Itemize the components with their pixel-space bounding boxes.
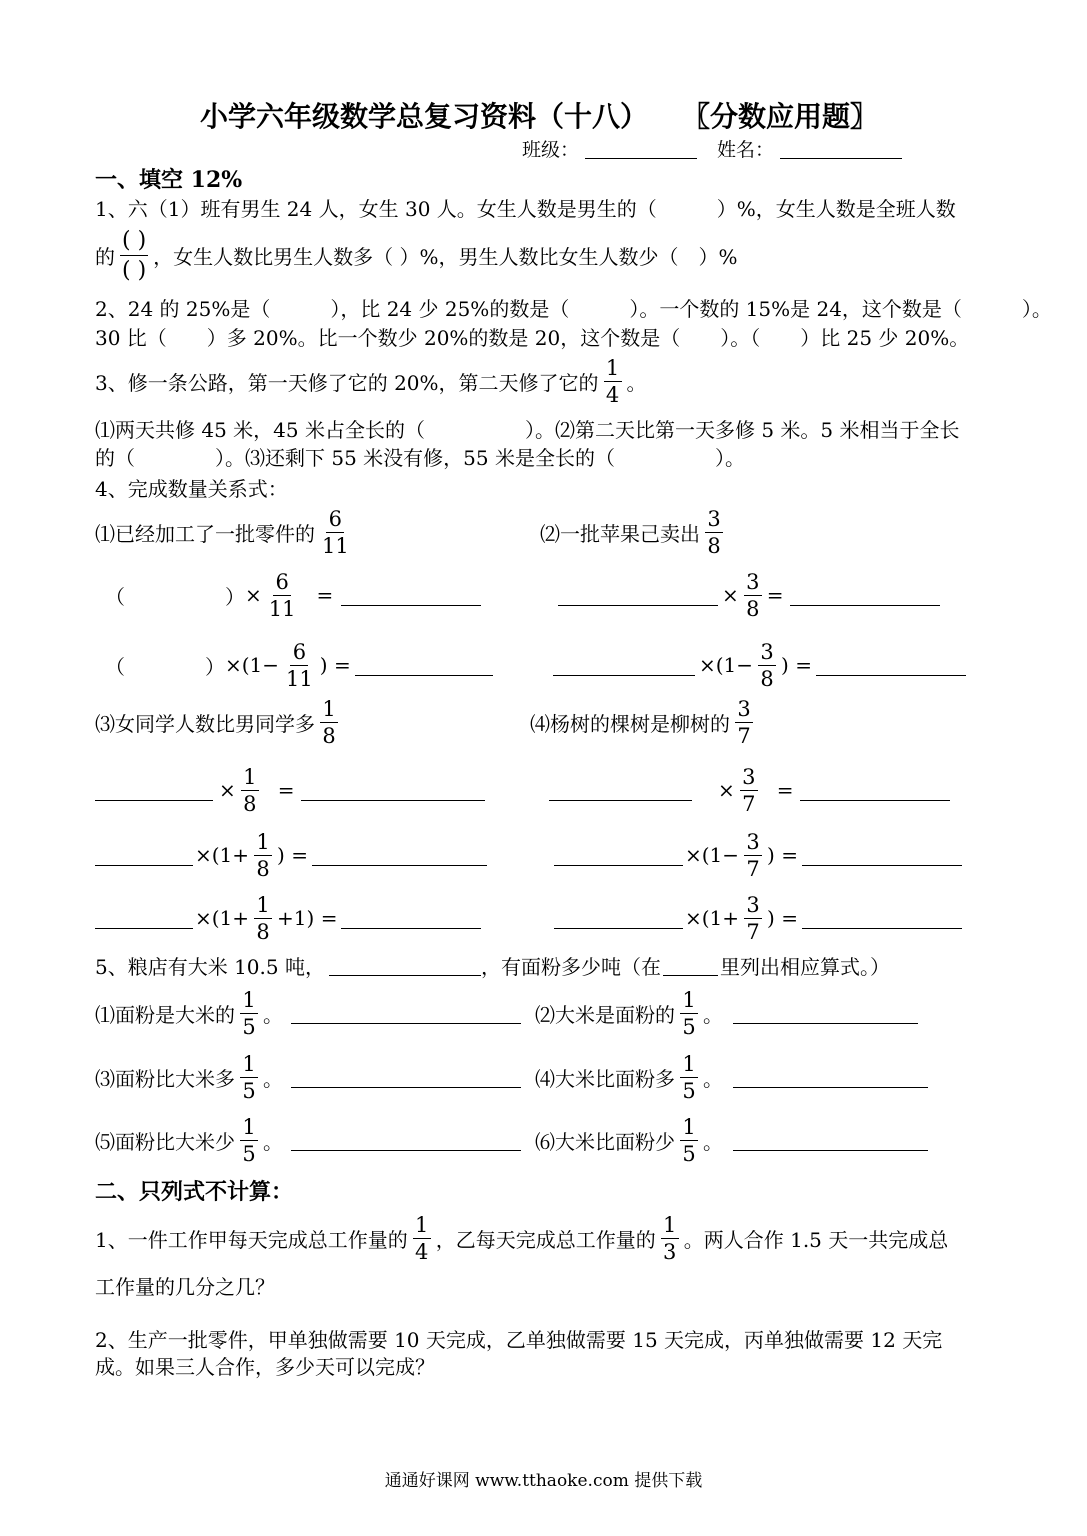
operator: ×(1+ (685, 906, 740, 930)
q5-stem (95, 950, 890, 980)
fraction-numerator: 3 (740, 764, 758, 791)
relation-row (95, 827, 487, 883)
fraction-numerator: 3 (758, 639, 776, 666)
operator: ×(1− (225, 653, 280, 677)
class-blank (585, 138, 697, 159)
section2-heading-text: 二、只列式不计算： (95, 1178, 294, 1205)
answer-blank (291, 1003, 521, 1024)
equals-sign: = (776, 778, 794, 802)
s2-q1-line2-text: 工作量的几分之几？ (95, 1274, 275, 1299)
operator: × (722, 583, 739, 607)
answer-blank (733, 1003, 918, 1024)
operator: × (245, 583, 262, 607)
operator: × (718, 778, 735, 802)
fraction-numerator: 6 (273, 569, 291, 596)
q4-part-label (530, 694, 758, 750)
name-label: 姓名： (717, 138, 775, 161)
fraction (680, 1114, 698, 1167)
part-label-text: ⑵一批苹果己卖出 (540, 521, 700, 546)
fraction-denominator: 4 (415, 1239, 429, 1264)
fraction-numerator: 6 (290, 639, 308, 666)
relation-row (95, 890, 481, 946)
fraction-denominator: 5 (682, 1078, 696, 1103)
fraction (705, 506, 723, 559)
answer-blank (733, 1130, 928, 1151)
q3-line3-text: 的（ ）。⑶还剩下 55 米没有修，55 米是全长的（ ）。 (95, 445, 745, 470)
fraction (320, 506, 351, 559)
fraction-denominator: 8 (746, 596, 760, 621)
answer-blank (95, 845, 193, 866)
fraction-numerator: 1 (240, 1114, 258, 1141)
fraction-denominator: 5 (242, 1078, 256, 1103)
answer-blank (301, 780, 485, 801)
fraction (758, 639, 776, 692)
q5-item-label: ⑶面粉比大米多 (95, 1066, 235, 1091)
s2-q1-line2 (95, 1270, 275, 1300)
fraction (267, 569, 298, 622)
fraction-denominator: 8 (322, 723, 336, 748)
fraction-denominator: 11 (286, 666, 313, 691)
fraction-numerator: 1 (320, 696, 338, 723)
fraction (744, 569, 762, 622)
answer-blank (553, 655, 695, 676)
answer-blank (790, 585, 940, 606)
s2-q2-line1-text: 2、生产一批零件，甲单独做需要 10 天完成，乙单独做需要 15 天完成，丙单独做需要 12 天完 (95, 1327, 943, 1352)
equals-sign: ) = (781, 653, 812, 677)
q1-line1 (95, 192, 956, 222)
equals-sign: ) = (767, 843, 798, 867)
fraction-denominator: 7 (746, 919, 760, 944)
fraction-numerator: 1 (680, 1114, 698, 1141)
student-info-line (522, 133, 902, 163)
q5-item (95, 1049, 521, 1105)
class-label: 班级： (522, 138, 580, 161)
operator: × (219, 778, 236, 802)
answer-blank (329, 955, 481, 976)
q5-item-end: 。 (263, 1066, 283, 1091)
q4-part-label (540, 504, 728, 560)
q1-line2-start: 的 (95, 244, 115, 269)
fraction (413, 1212, 431, 1265)
fraction (120, 226, 148, 285)
fraction (735, 696, 753, 749)
operator: ×(1+ (195, 843, 250, 867)
answer-parenthesis: （ ） (105, 654, 225, 679)
relation-row (105, 567, 481, 623)
fraction-numerator: 3 (744, 892, 762, 919)
example-blank (663, 955, 718, 976)
q4-heading-text: 4、完成数量关系式： (95, 476, 288, 501)
q4-part-label (95, 504, 356, 560)
part-label-text: ⑷杨树的棵树是柳树的 (530, 711, 730, 736)
q5-stem-mid: ，有面粉多少吨（在 (480, 954, 661, 979)
answer-blank (558, 585, 718, 606)
q5-item-label: ⑷大米比面粉多 (535, 1066, 675, 1091)
q4-heading (95, 472, 288, 502)
answer-blank (549, 780, 692, 801)
relation-row (554, 890, 962, 946)
answer-blank (733, 1067, 928, 1088)
fraction-denominator: ( ) (122, 257, 147, 283)
answer-blank (554, 845, 683, 866)
q2-line1 (95, 292, 1052, 322)
fraction-denominator: 11 (322, 533, 349, 558)
relation-row (105, 637, 493, 693)
q5-item-end: 。 (703, 1066, 723, 1091)
answer-parenthesis: （ ） (105, 584, 245, 609)
name-blank (780, 138, 902, 159)
fraction-denominator: 8 (256, 856, 270, 881)
section1-heading (95, 163, 242, 193)
equals-sign: ) = (277, 843, 308, 867)
q5-item (535, 985, 918, 1041)
q1-line2 (95, 225, 738, 285)
fraction (254, 829, 272, 882)
fraction (241, 764, 259, 817)
answer-blank (816, 655, 966, 676)
equals-sign: = (277, 778, 295, 802)
q1-line1-text: 1、六（1）班有男生 24 人，女生 30 人。女生人数是男生的（ ）%，女生人数是全班人数 (95, 196, 956, 221)
q4-part-label (95, 694, 343, 750)
fraction-numerator: 1 (661, 1212, 679, 1239)
q5-item-label: ⑸面粉比大米少 (95, 1129, 235, 1154)
q3-line3 (95, 441, 745, 471)
q5-item-end: 。 (263, 1129, 283, 1154)
fraction-numerator: 1 (240, 1051, 258, 1078)
q5-item-end: 。 (703, 1129, 723, 1154)
s2-q1-end: 。两人合作 1.5 天一共完成总 (683, 1227, 949, 1252)
fraction-numerator: 6 (326, 506, 344, 533)
fraction-denominator: 3 (663, 1239, 677, 1264)
page-footer (0, 1466, 1087, 1490)
s2-q1-mid: ，乙每天完成总工作量的 (435, 1227, 656, 1252)
answer-blank (312, 845, 487, 866)
fraction-numerator: 1 (680, 987, 698, 1014)
answer-blank (291, 1067, 521, 1088)
fraction-denominator: 4 (605, 382, 620, 407)
fraction-denominator: 8 (707, 533, 721, 558)
section1-heading-text: 一、填空 12% (95, 166, 243, 193)
fraction-numerator: 1 (413, 1212, 431, 1239)
equals-sign: = (316, 583, 334, 607)
fraction (680, 987, 698, 1040)
s2-q2-line2 (95, 1350, 435, 1380)
fraction-denominator: 7 (742, 791, 756, 816)
q5-item (535, 1049, 928, 1105)
fraction (744, 892, 762, 945)
title-topic: 〖分数应用题〗 (682, 100, 879, 133)
fraction (604, 355, 622, 408)
part-label-text: ⑶女同学人数比男同学多 (95, 711, 315, 736)
fraction-denominator: 5 (682, 1141, 696, 1166)
relation-row (554, 827, 962, 883)
answer-blank (802, 845, 962, 866)
fraction-denominator: 8 (760, 666, 774, 691)
fraction-numerator: 1 (604, 355, 622, 382)
fraction-denominator: 7 (737, 723, 751, 748)
answer-blank (800, 780, 950, 801)
fraction-numerator: ( ) (120, 226, 148, 256)
q5-stem-start: 5、粮店有大米 10.5 吨， (95, 954, 325, 979)
fraction-numerator: 3 (705, 506, 723, 533)
q2-line1-text: 2、24 的 25%是（ ），比 24 少 25%的数是（ ）。一个数的 15%是 24，这个数是（ ）。 (95, 296, 1052, 321)
fraction-denominator: 5 (242, 1014, 256, 1039)
fraction-denominator: 7 (746, 856, 760, 881)
answer-blank (341, 908, 481, 929)
operator: ×(1+ (195, 906, 250, 930)
answer-blank (554, 908, 683, 929)
q5-item-end: 。 (263, 1002, 283, 1027)
q5-item-label: ⑹大米比面粉少 (535, 1129, 675, 1154)
fraction-numerator: 1 (254, 829, 272, 856)
q5-stem-end: 里列出相应算式。） (719, 954, 890, 979)
answer-blank (95, 908, 193, 929)
q5-item-label: ⑵大米是面粉的 (535, 1002, 675, 1027)
equals-sign: = (766, 583, 784, 607)
relation-row (95, 762, 485, 818)
worksheet-title (200, 95, 878, 135)
equals-sign: +1) = (277, 906, 338, 930)
fraction-numerator: 1 (680, 1051, 698, 1078)
q5-item (95, 985, 521, 1041)
fraction (744, 829, 762, 882)
fraction (254, 892, 272, 945)
q3-stem-end: 。 (626, 370, 647, 395)
s2-q1-line1 (95, 1210, 948, 1266)
q5-item (535, 1112, 928, 1168)
fraction-denominator: 11 (268, 596, 296, 621)
s2-q2-line1 (95, 1323, 942, 1353)
fraction (661, 1212, 679, 1265)
fraction (680, 1051, 698, 1104)
fraction (240, 1051, 258, 1104)
fraction (320, 696, 338, 749)
equals-sign: ) = (767, 906, 798, 930)
fraction (240, 1114, 258, 1167)
section2-heading (95, 1175, 293, 1205)
fraction-denominator: 8 (243, 791, 257, 816)
s2-q2-line2-text: 成。如果三人合作，多少天可以完成？ (95, 1354, 435, 1379)
q5-item-end: 。 (703, 1002, 723, 1027)
q3-line2-text: ⑴两天共修 45 米，45 米占全长的（ ）。⑵第二天比第一天多修 5 米。5 米相当于全长 (95, 417, 960, 442)
q1-line2-end: ，女生人数比男生人数多（ ）%，男生人数比女生人数少（ ）% (153, 244, 738, 269)
q5-item-label: ⑴面粉是大米的 (95, 1002, 235, 1027)
answer-blank (291, 1130, 521, 1151)
title-text: 小学六年级数学总复习资料（十八） (200, 100, 649, 133)
q2-line2-text: 30 比（ ）多 20%。比一个数少 20%的数是 20，这个数是（ ）。（ ）比 25 少 20%。 (95, 325, 970, 350)
answer-blank (802, 908, 962, 929)
fraction-numerator: 3 (744, 569, 762, 596)
s2-q1-start: 1、一件工作甲每天完成总工作量的 (95, 1227, 408, 1252)
q3-stem (95, 353, 647, 409)
fraction-numerator: 1 (241, 764, 259, 791)
equals-sign: ) = (319, 653, 351, 677)
q5-item (95, 1112, 521, 1168)
relation-row (553, 637, 966, 693)
footer-text: 通通好课网 www.tthaoke.com 提供下载 (384, 1470, 703, 1491)
fraction-numerator: 3 (744, 829, 762, 856)
q3-stem-text: 3、修一条公路，第一天修了它的 20%，第二天修了它的 (95, 370, 599, 395)
operator: ×(1− (685, 843, 740, 867)
answer-blank (95, 780, 213, 801)
fraction-denominator: 5 (242, 1141, 256, 1166)
relation-row (549, 762, 950, 818)
answer-blank (355, 655, 493, 676)
fraction-numerator: 1 (254, 892, 272, 919)
fraction-denominator: 8 (256, 919, 270, 944)
fraction-denominator: 5 (682, 1014, 696, 1039)
part-label-text: ⑴已经加工了一批零件的 (95, 521, 315, 546)
fraction (284, 639, 315, 692)
q2-line2 (95, 321, 969, 351)
fraction-numerator: 3 (735, 696, 753, 723)
fraction (740, 764, 758, 817)
relation-row (558, 567, 940, 623)
q3-line2 (95, 413, 960, 443)
fraction-numerator: 1 (240, 987, 258, 1014)
fraction (240, 987, 258, 1040)
operator: ×(1− (699, 653, 754, 677)
answer-blank (341, 585, 481, 606)
